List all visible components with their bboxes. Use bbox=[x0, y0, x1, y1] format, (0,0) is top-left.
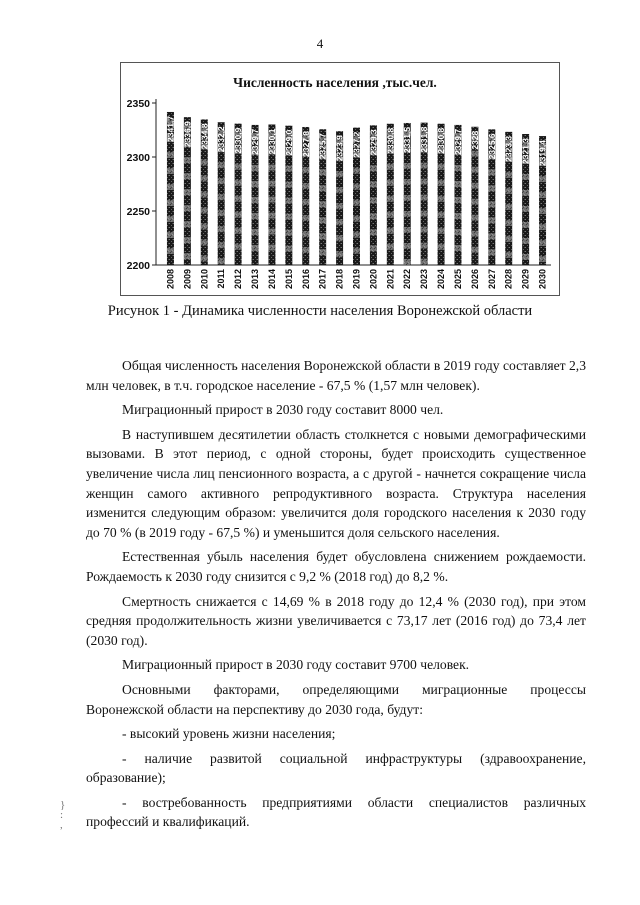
bar-value-label: 2325,6 bbox=[486, 133, 497, 160]
paragraph: Основными факторами, определяющими миграционные процессы Воронежской области на перспективу до 2030 года, будут: bbox=[86, 681, 586, 717]
bar-band bbox=[235, 164, 242, 170]
bar-band bbox=[336, 235, 343, 241]
bar-band bbox=[218, 226, 225, 232]
bar-band bbox=[319, 169, 326, 175]
bar-band bbox=[353, 184, 360, 190]
bar-band bbox=[387, 228, 394, 234]
bar-band bbox=[522, 174, 529, 180]
bar-band bbox=[539, 192, 546, 198]
bar-band bbox=[471, 199, 478, 205]
x-tick-label: 2014 bbox=[266, 269, 277, 290]
bar-band bbox=[268, 244, 275, 250]
x-tick-label: 2015 bbox=[283, 269, 294, 290]
bar-band bbox=[201, 239, 208, 245]
bar-band bbox=[421, 195, 428, 201]
bar-band bbox=[167, 200, 174, 206]
bar-band bbox=[268, 196, 275, 202]
bar-band bbox=[370, 245, 377, 251]
y-tick-label: 2250 bbox=[126, 206, 150, 218]
bar-band bbox=[471, 167, 478, 173]
bar-band bbox=[268, 180, 275, 186]
bar-band bbox=[539, 224, 546, 230]
x-tick-label: 2028 bbox=[503, 269, 514, 290]
bar-band bbox=[218, 210, 225, 216]
bar-band bbox=[505, 204, 512, 210]
bar-value-label: 2329,3 bbox=[368, 129, 379, 156]
bar-band bbox=[336, 187, 343, 193]
bar-band bbox=[218, 258, 225, 264]
x-tick-label: 2022 bbox=[402, 269, 413, 290]
bar-band bbox=[387, 180, 394, 186]
bar-band bbox=[201, 223, 208, 229]
paragraph: В наступившем десятилетии область столкнется с новыми демографическими вызовами. В этот период, с одной стороны, будет происходить существенное увеличение числа лиц пенсионного возраста, а с другой - начнется сокращение числа женщин самого активного репродуктивного возраста. Структура населения изменится следующим образом: увеличится доля городского населения к 2030 году до 70 % (в 2019 году - 67,5 %) и уменьшится доля сельского населения. bbox=[86, 426, 586, 540]
bar-band bbox=[302, 247, 309, 253]
bar-band bbox=[285, 214, 292, 220]
bar-band bbox=[471, 231, 478, 237]
bar-band bbox=[167, 248, 174, 254]
bar-band bbox=[471, 183, 478, 189]
body-text bbox=[86, 356, 586, 837]
bar-band bbox=[252, 245, 259, 251]
bar-band bbox=[319, 233, 326, 239]
bar-band bbox=[438, 196, 445, 202]
bar-band bbox=[505, 188, 512, 194]
bar-band bbox=[201, 191, 208, 197]
bar-value-label: 2323,9 bbox=[334, 135, 345, 162]
bar-band bbox=[201, 175, 208, 181]
bar-band bbox=[505, 220, 512, 226]
x-tick-label: 2010 bbox=[199, 269, 210, 290]
bar-band bbox=[438, 164, 445, 170]
bar-band bbox=[184, 189, 191, 195]
bar-band bbox=[370, 229, 377, 235]
bar-band bbox=[505, 172, 512, 178]
x-tick-label: 2016 bbox=[300, 269, 311, 290]
bar-band bbox=[471, 151, 478, 157]
bar-band bbox=[505, 236, 512, 242]
bar-band bbox=[201, 159, 208, 165]
bar-band bbox=[184, 157, 191, 163]
bar-band bbox=[454, 245, 461, 251]
bar-band bbox=[252, 197, 259, 203]
bar-value-label: 2329,7 bbox=[250, 128, 261, 155]
bar-band bbox=[285, 246, 292, 252]
x-tick-label: 2013 bbox=[250, 269, 261, 290]
bar-value-label: 2330,9 bbox=[233, 127, 244, 154]
bar-band bbox=[421, 211, 428, 217]
chart-title: Численность населения ,тыс.чел. bbox=[233, 75, 437, 90]
bar-value-label: 2325,7 bbox=[317, 133, 328, 160]
bar-band bbox=[488, 169, 495, 175]
bar-band bbox=[319, 201, 326, 207]
bar-band bbox=[454, 181, 461, 187]
bar-band bbox=[522, 190, 529, 196]
bar-band bbox=[302, 231, 309, 237]
x-tick-label: 2024 bbox=[436, 269, 447, 290]
bar-band bbox=[454, 213, 461, 219]
bar-band bbox=[167, 232, 174, 238]
bar-band bbox=[404, 259, 411, 265]
bar-band bbox=[421, 227, 428, 233]
bar-band bbox=[421, 179, 428, 185]
bar-band bbox=[370, 181, 377, 187]
bar-band bbox=[167, 152, 174, 158]
bar-band bbox=[184, 221, 191, 227]
bar-band bbox=[404, 163, 411, 169]
bar-band bbox=[336, 203, 343, 209]
x-tick-label: 2021 bbox=[385, 269, 396, 290]
bar-band bbox=[353, 248, 360, 254]
paragraph: Миграционный прирост в 2030 году составит 8000 чел. bbox=[122, 402, 444, 418]
x-tick-label: 2017 bbox=[317, 269, 328, 290]
bar-band bbox=[285, 166, 292, 172]
x-tick-label: 2026 bbox=[469, 269, 480, 290]
bar-value-label: 2334,8 bbox=[199, 123, 210, 150]
bar-value-label: 2331,8 bbox=[419, 126, 430, 153]
bar-band bbox=[421, 259, 428, 265]
bar-value-label: 2336,9 bbox=[182, 121, 193, 148]
bar-band bbox=[387, 212, 394, 218]
bar-band bbox=[268, 164, 275, 170]
bar-band bbox=[319, 249, 326, 255]
bar-band bbox=[285, 198, 292, 204]
paragraph: Общая численность населения Воронежской области в 2019 году составляет 2,3 млн человек, в т.ч. городское население - 67,5 % (1,57 млн человек). bbox=[86, 358, 586, 393]
bar-band bbox=[268, 212, 275, 218]
margin-scribble: } : , bbox=[60, 799, 66, 831]
bar-band bbox=[218, 194, 225, 200]
bar-band bbox=[353, 216, 360, 222]
bar-band bbox=[488, 201, 495, 207]
bar-band bbox=[404, 195, 411, 201]
x-tick-label: 2019 bbox=[351, 269, 362, 290]
list-item: - востребованность предприятиями области специалистов различных профессий и квалификаций. bbox=[86, 794, 586, 830]
bar-band bbox=[235, 196, 242, 202]
bar-band bbox=[471, 215, 478, 221]
bar-value-label: 2329,0 bbox=[283, 129, 294, 156]
y-tick-label: 2350 bbox=[126, 98, 150, 110]
bar-band bbox=[387, 196, 394, 202]
bar-band bbox=[421, 243, 428, 249]
bar-band bbox=[488, 233, 495, 239]
bar-band bbox=[471, 247, 478, 253]
bar-band bbox=[184, 205, 191, 211]
bar-value-label: 2329,7 bbox=[452, 128, 463, 155]
bar-band bbox=[184, 237, 191, 243]
bar-band bbox=[218, 178, 225, 184]
x-tick-label: 2011 bbox=[216, 269, 227, 289]
bar-band bbox=[302, 215, 309, 221]
bar-band bbox=[184, 253, 191, 259]
paragraph: Смертность снижается с 14,69 % в 2018 году до 12,4 % (2030 год), при этом средняя продолжительность жизни увеличивается с 73,17 лет (2016 год) до 73,4 лет (2030 год). bbox=[86, 593, 586, 648]
bar-band bbox=[218, 242, 225, 248]
bar-value-label: 2327,2 bbox=[351, 131, 362, 158]
bar-band bbox=[387, 164, 394, 170]
list-item: - высокий уровень жизни населения; bbox=[122, 726, 336, 742]
bar-value-label: 2330,1 bbox=[266, 128, 277, 155]
bar-band bbox=[302, 167, 309, 173]
x-tick-label: 2025 bbox=[452, 269, 463, 290]
bar-band bbox=[252, 229, 259, 235]
bar-band bbox=[201, 207, 208, 213]
bar-band bbox=[252, 165, 259, 171]
bar-band bbox=[505, 252, 512, 258]
bar-band bbox=[522, 206, 529, 212]
bar-band bbox=[235, 244, 242, 250]
bar-band bbox=[404, 227, 411, 233]
bar-band bbox=[539, 208, 546, 214]
paragraph: Естественная убыль населения будет обусловлена снижением рождаемости. Рождаемость к 2030 году снизится с 9,2 % (2018 год) до 8,2 %. bbox=[86, 549, 586, 584]
bar-band bbox=[252, 181, 259, 187]
bar-value-label: 2319,4 bbox=[537, 140, 548, 167]
bar-value-label: 2321,3 bbox=[520, 137, 531, 164]
list-item: - наличие развитой социальной инфраструктуры (здравоохранение, образование); bbox=[86, 750, 586, 786]
bar-band bbox=[353, 168, 360, 174]
bar-band bbox=[336, 219, 343, 225]
bar-band bbox=[167, 216, 174, 222]
bar-band bbox=[370, 165, 377, 171]
bar-value-label: 2328 bbox=[469, 130, 480, 150]
x-tick-label: 2009 bbox=[182, 269, 193, 290]
bar-band bbox=[454, 229, 461, 235]
bar-band bbox=[438, 180, 445, 186]
bar-band bbox=[302, 183, 309, 189]
x-tick-label: 2030 bbox=[537, 269, 548, 290]
x-tick-label: 2008 bbox=[165, 269, 176, 290]
x-tick-label: 2027 bbox=[486, 269, 497, 290]
bar-band bbox=[539, 240, 546, 246]
bar-band bbox=[336, 251, 343, 257]
bar-value-label: 2327,8 bbox=[300, 130, 311, 157]
bar-band bbox=[370, 213, 377, 219]
bar-band bbox=[438, 228, 445, 234]
bar-value-label: 2330,8 bbox=[385, 127, 396, 154]
bar-band bbox=[235, 212, 242, 218]
bar-band bbox=[167, 168, 174, 174]
bar-band bbox=[522, 254, 529, 260]
bar-band bbox=[454, 197, 461, 203]
bar-band bbox=[404, 211, 411, 217]
bar-band bbox=[167, 184, 174, 190]
bar-band bbox=[285, 182, 292, 188]
bar-band bbox=[285, 230, 292, 236]
chart-svg bbox=[121, 63, 559, 295]
x-tick-label: 2012 bbox=[233, 269, 244, 290]
bar-band bbox=[235, 228, 242, 234]
bar-band bbox=[454, 165, 461, 171]
population-chart bbox=[120, 62, 560, 296]
bar-band bbox=[235, 180, 242, 186]
bar-band bbox=[488, 185, 495, 191]
bar-band bbox=[539, 256, 546, 262]
bar-band bbox=[387, 244, 394, 250]
bar-band bbox=[353, 232, 360, 238]
bar-band bbox=[336, 171, 343, 177]
x-tick-label: 2020 bbox=[368, 269, 379, 290]
bar-band bbox=[370, 197, 377, 203]
bar-value-label: 2332,2 bbox=[216, 126, 227, 153]
paragraph: Миграционный прирост в 2030 году составит 9700 человек. bbox=[122, 657, 470, 673]
bar-band bbox=[488, 217, 495, 223]
bar-band bbox=[522, 238, 529, 244]
bar-value-label: 2341,7 bbox=[165, 115, 176, 142]
bar-band bbox=[252, 213, 259, 219]
bar-band bbox=[438, 244, 445, 250]
bar-band bbox=[539, 176, 546, 182]
bar-band bbox=[421, 163, 428, 169]
bar-band bbox=[184, 173, 191, 179]
x-tick-label: 2018 bbox=[334, 269, 345, 290]
bar-band bbox=[319, 185, 326, 191]
bar-band bbox=[319, 217, 326, 223]
y-tick-label: 2300 bbox=[126, 152, 150, 164]
bar-band bbox=[522, 222, 529, 228]
bar-band bbox=[218, 162, 225, 168]
x-tick-label: 2029 bbox=[520, 269, 531, 290]
bar-band bbox=[302, 199, 309, 205]
bar-band bbox=[404, 179, 411, 185]
figure-caption: Рисунок 1 - Динамика численности населения Воронежской области bbox=[107, 303, 533, 319]
page-number: 4 bbox=[316, 36, 324, 51]
bar-band bbox=[404, 243, 411, 249]
bar-value-label: 2331,5 bbox=[402, 126, 413, 153]
bar-band bbox=[201, 255, 208, 261]
bar-band bbox=[353, 200, 360, 206]
bar-band bbox=[488, 249, 495, 255]
bar-value-label: 2330,8 bbox=[436, 127, 447, 154]
x-tick-label: 2023 bbox=[419, 269, 430, 290]
bar-band bbox=[438, 212, 445, 218]
bar-band bbox=[268, 228, 275, 234]
bar-value-label: 2323,3 bbox=[503, 135, 514, 162]
y-tick-label: 2200 bbox=[126, 260, 150, 272]
